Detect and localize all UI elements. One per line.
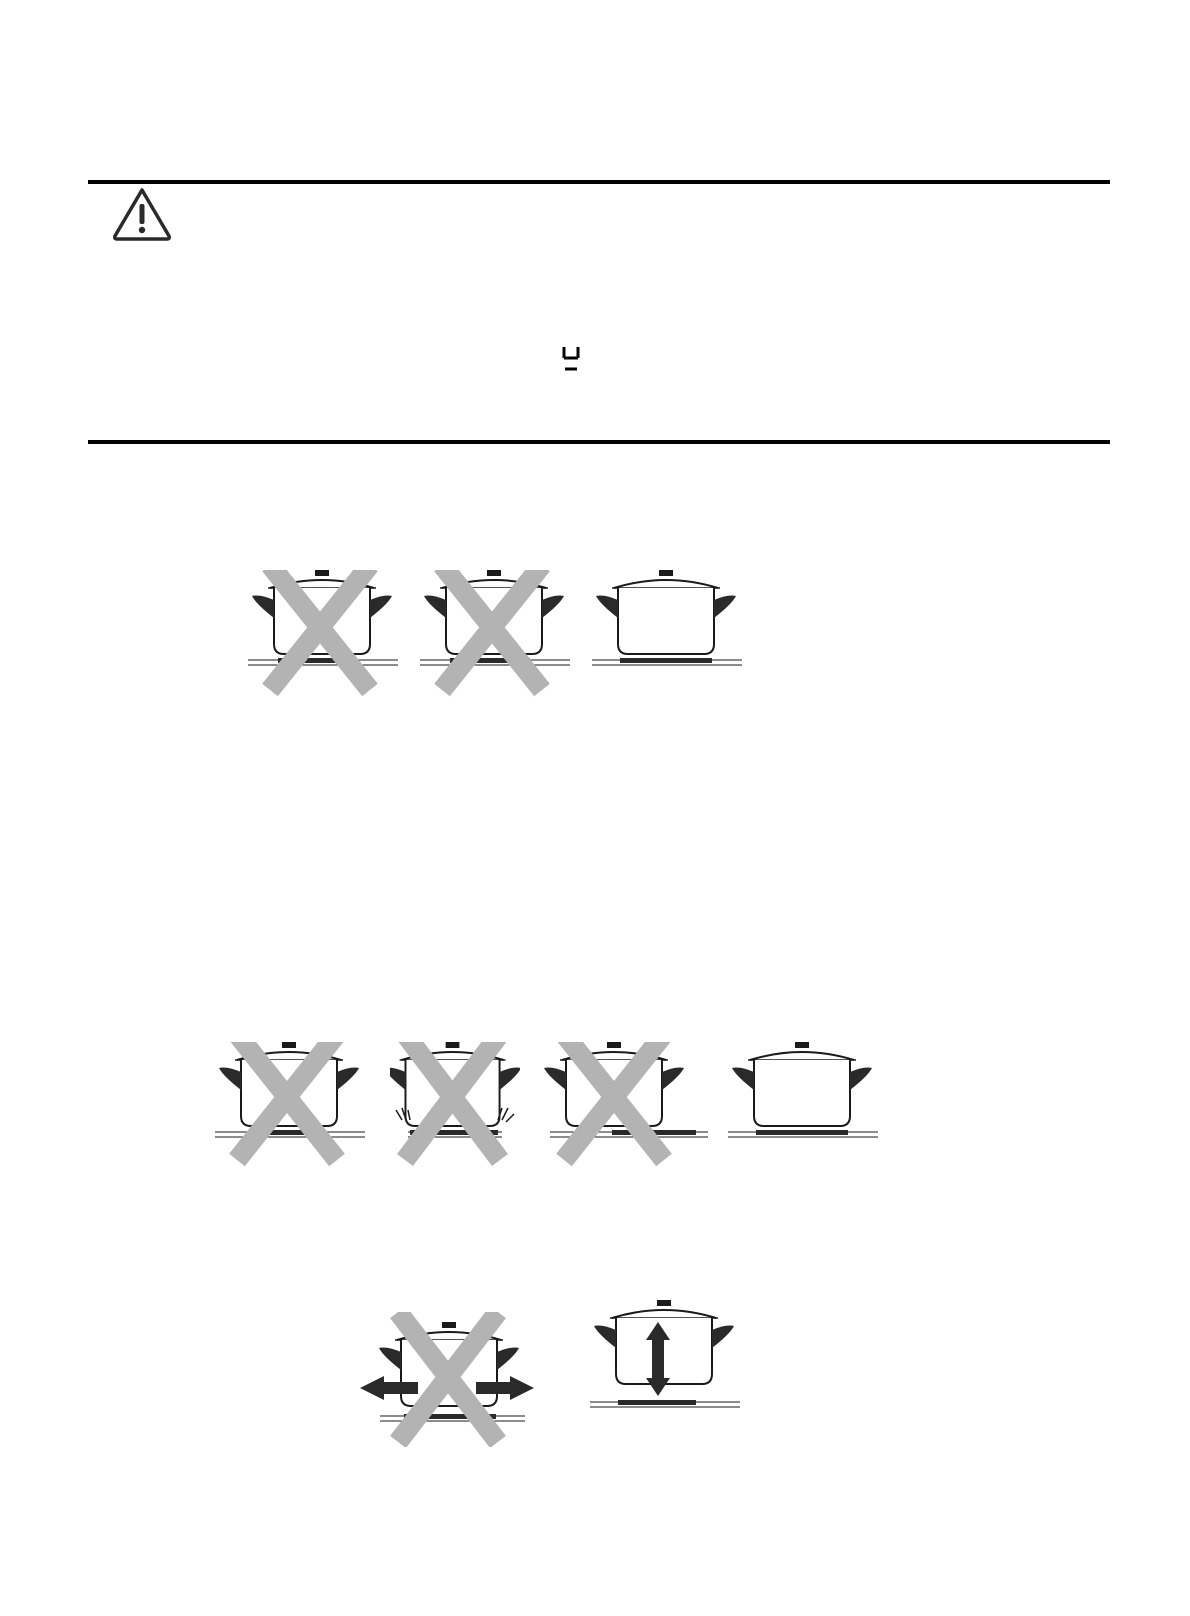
pot-too-large-icon	[420, 570, 570, 700]
pot-offset-on-zone-icon	[540, 1042, 710, 1172]
pot-noisy-base-icon	[390, 1042, 520, 1172]
pot-convex-base-icon	[215, 1042, 365, 1172]
pot-slide-sideways-icon	[360, 1312, 540, 1447]
pan-detection-display-symbol-icon	[560, 344, 582, 374]
pot-size-illustration	[240, 560, 760, 700]
pot-lift-vertically-icon	[590, 1300, 740, 1430]
moving-pots-illustration	[360, 1300, 760, 1450]
warning-bottom-rule	[88, 440, 1110, 444]
warning-triangle-icon	[111, 186, 173, 242]
pot-correct-size-icon	[592, 570, 742, 700]
pot-too-small-icon	[248, 570, 398, 700]
warning-top-rule	[88, 180, 1110, 184]
pot-flat-base-icon	[728, 1042, 878, 1172]
pot-base-illustration	[210, 1030, 900, 1170]
